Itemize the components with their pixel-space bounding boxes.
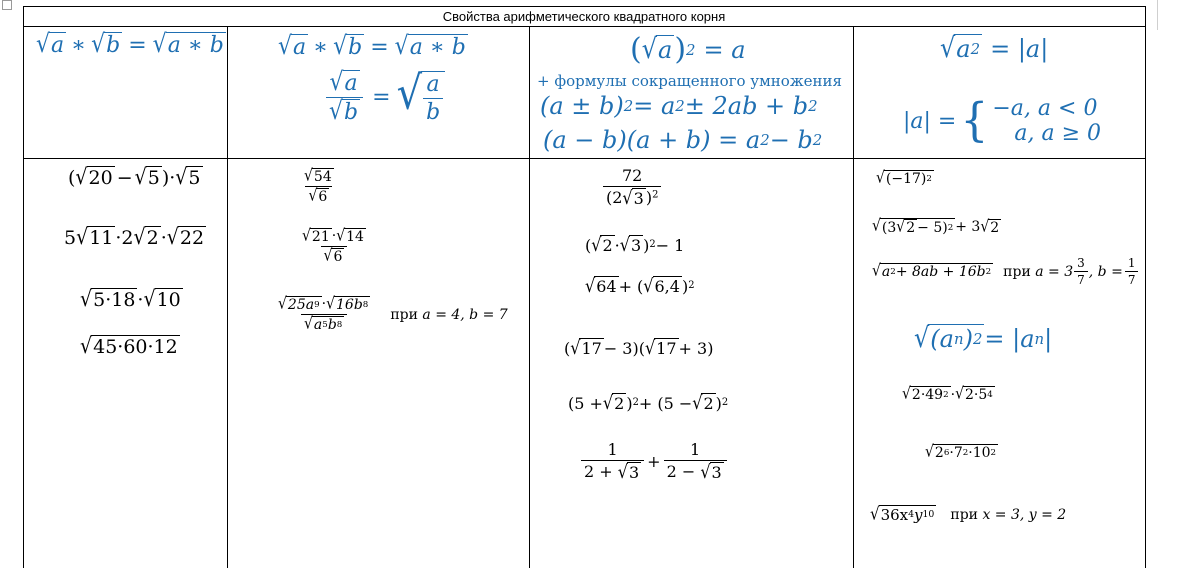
- grid-line-col4: [853, 26, 854, 568]
- page-edge-mark: [1157, 0, 1158, 30]
- exercise-col4-5: √ 2 6 ·7 2 ·10 2: [925, 442, 997, 462]
- exercise-col2-3: √ 25a 9 · √ 16b 8 √ a 5 b 8 при a = 4, b = 7: [278, 294, 508, 334]
- exercise-col4-1: √ (−17) 2: [876, 168, 932, 188]
- rule-absolute-value: |a| = { −a, a < 0 a, a ≥ 0: [903, 93, 1102, 148]
- exercise-col4-2: √ (3 √ 2 − 5) 2 + 3 √ 2: [872, 216, 1000, 237]
- rule-quotient: √ a √ b = √ $\frac{a}{b}$: [323, 70, 445, 125]
- grid-line-left: [23, 6, 24, 568]
- formula-square-of-sum: (a ± b) 2 = a 2 ± 2ab + b 2: [540, 92, 818, 120]
- note-abbreviated-multiplication: + формулы сокращенного умножения: [537, 72, 842, 90]
- exercise-col2-2: √ 21 · √ 14 √ 6: [302, 226, 364, 266]
- grid-line-right: [1145, 6, 1146, 568]
- exercise-col1-4: √ 45·60·12: [80, 333, 178, 359]
- exercise-col3-6: 1 2 + √ 3 + 1 2 − √ 3: [578, 440, 730, 482]
- rule-product-col2: √ a ∗ √ b = √ a ∗ b: [278, 32, 466, 61]
- exercise-col4-4: √ 2·49 2 · √ 2·5 4: [902, 384, 993, 404]
- exercise-col3-3: √ 64 + ( √ 6,4 ) 2: [585, 274, 695, 297]
- formula-difference-of-squares: (a − b)(a + b) = a 2 − b 2: [543, 126, 823, 154]
- exercise-col3-2: ( √ 2 · √ 3 ) 2 − 1: [585, 233, 685, 256]
- grid-line-col2: [227, 26, 228, 568]
- exercise-col1-1: ( √ 20 − √ 5 )· √ 5: [68, 164, 201, 190]
- exercise-col3-5: (5 + √ 2 ) 2 + (5 − √ 2 ) 2: [568, 391, 729, 414]
- grid-line-title: [23, 26, 1146, 27]
- exercise-col4-6: √ 36x 4 y 10 при x = 3, y = 2: [870, 503, 1067, 525]
- rule-root-of-square: √ a 2 = |a|: [940, 31, 1049, 65]
- exercise-col3-1: 72 (2 √ 3 )$^2$: [600, 166, 664, 208]
- exercise-col1-2: 5 √ 11 ·2 √ 2 · √ 22: [64, 224, 205, 250]
- exercise-col2-1: √ 54 √ 6: [304, 166, 332, 206]
- rule-square-of-root: ( √ a ) 2 = a: [630, 32, 746, 67]
- exercise-col4-3: √ a 2 + 8ab + 16b 2 при a = 3 $\frac{3}{7}$ , b = $\frac{1}{7}$: [872, 256, 1138, 287]
- exercise-col1-3: √ 5·18 · √ 10: [80, 286, 181, 312]
- rule-product-col1: √ a ∗ √ b = √ a ∗ b: [36, 30, 224, 59]
- grid-line-col3: [529, 26, 530, 568]
- exercise-col3-4: ( √ 17 − 3)( √ 17 + 3): [564, 336, 714, 359]
- rule-root-of-power: √ (a n ) 2 = |a n |: [914, 321, 1053, 355]
- table-move-handle[interactable]: [2, 0, 12, 10]
- grid-line-header: [23, 158, 1146, 159]
- table-title: Свойства арифметического квадратного корня: [442, 9, 726, 24]
